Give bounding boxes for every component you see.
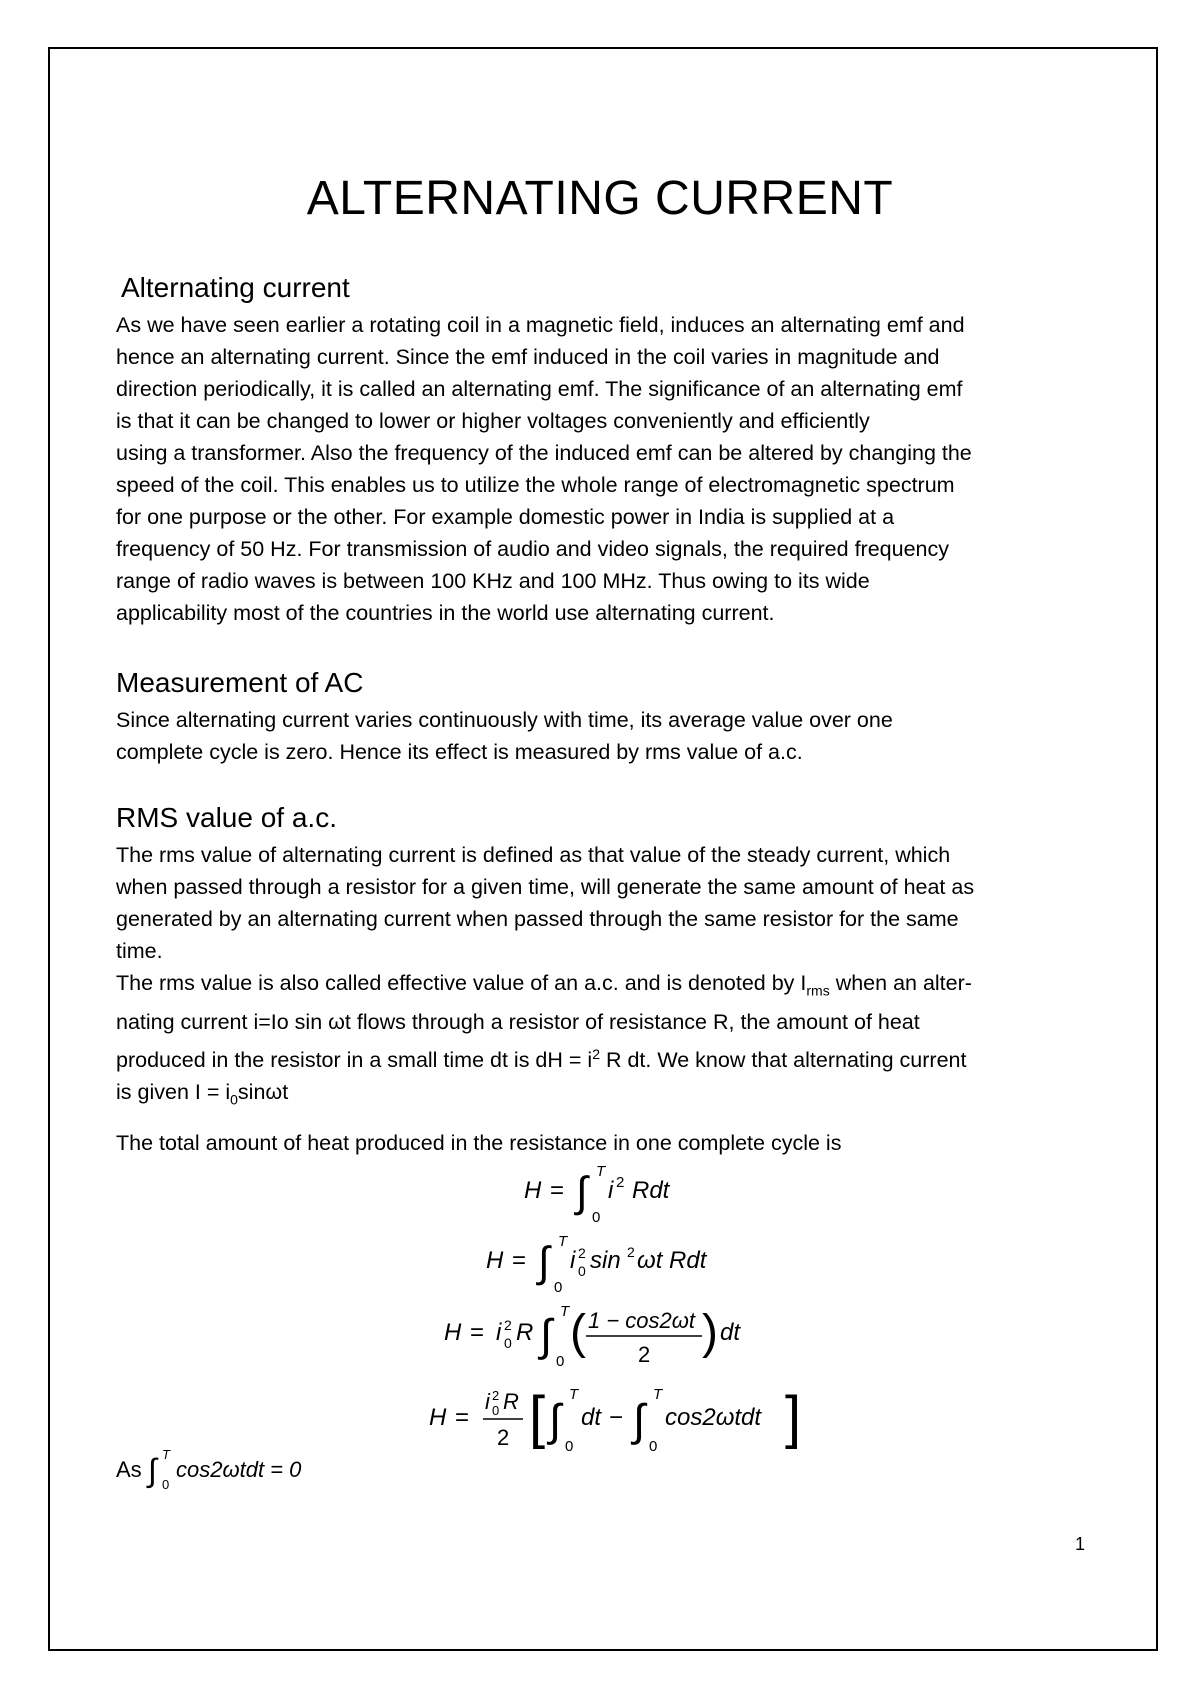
- svg-text:R: R: [516, 1319, 534, 1346]
- svg-text:H: H: [486, 1247, 504, 1274]
- as-integral: [146, 1445, 376, 1495]
- svg-text:T: T: [653, 1386, 663, 1403]
- paragraph-total-heat: [116, 1127, 1096, 1159]
- svg-text:i: i: [496, 1319, 502, 1346]
- equation-4: [425, 1375, 805, 1465]
- svg-text:=: =: [470, 1319, 485, 1346]
- svg-text:∫: ∫: [633, 1396, 646, 1445]
- svg-text:Rdt: Rdt: [632, 1177, 670, 1204]
- svg-text:2: 2: [578, 1245, 586, 1261]
- svg-text:sin: sin: [590, 1247, 621, 1274]
- svg-text:T: T: [569, 1386, 579, 1403]
- page-title: ALTERNATING CURRENT: [306, 172, 894, 225]
- svg-text:i: i: [608, 1177, 614, 1204]
- equation-1: [510, 1160, 710, 1230]
- svg-text:0: 0: [592, 1209, 601, 1226]
- svg-text:T: T: [596, 1163, 606, 1180]
- text-line-given: is given $I = i_0\sin\omega t$: [116, 1080, 289, 1108]
- svg-text:2: 2: [497, 1425, 510, 1450]
- svg-text:T: T: [560, 1303, 570, 1320]
- svg-text:0: 0: [492, 1403, 500, 1418]
- text-line: The total amount of heat produced in the resistance in one complete cycle is: [116, 1131, 842, 1155]
- section-heading-alternating-current: Alternating current: [121, 272, 350, 303]
- page-number: 1: [1075, 1534, 1086, 1554]
- text-line: speed of the coil. This enables us to utilize the whole range of electromagnetic spectrum: [116, 473, 955, 497]
- text-line-heat: produced in the resistor in a small time dt is dH = $i^2$ R dt. We know that alternating current: [116, 1046, 967, 1073]
- paragraph-alternating-current: [116, 309, 1096, 629]
- svg-text:T: T: [162, 1447, 170, 1462]
- text-line: The rms value of alternating current is defined as that value of the steady current, which: [116, 843, 951, 867]
- svg-text:0: 0: [556, 1353, 565, 1370]
- text-line: nating current i=Io sin ωt flows through a resistor of resistance R, the amount of heat: [116, 1010, 920, 1035]
- text-line: hence an alternating current. Since the emf induced in the coil varies in magnitude and: [116, 345, 940, 369]
- section-heading-rms: RMS value of a.c.: [116, 802, 337, 833]
- section-heading-measurement: Measurement of AC: [116, 667, 364, 698]
- svg-text:H: H: [429, 1404, 447, 1431]
- text-line: time.: [116, 939, 163, 963]
- svg-text:2: 2: [504, 1317, 512, 1333]
- svg-text:0: 0: [565, 1438, 574, 1455]
- svg-text:): ): [702, 1306, 718, 1359]
- text-line: applicability most of the countries in the world use alternating current.: [116, 601, 775, 625]
- svg-text:i: i: [485, 1389, 490, 1414]
- paragraph-measurement: [116, 704, 1096, 768]
- svg-text:∫: ∫: [549, 1396, 562, 1445]
- svg-text:∫: ∫: [540, 1311, 553, 1360]
- svg-text:∫: ∫: [576, 1168, 588, 1215]
- equation-2: [480, 1230, 740, 1300]
- svg-text:R: R: [503, 1389, 519, 1414]
- svg-text:ωt Rdt: ωt Rdt: [637, 1247, 707, 1274]
- svg-text:T: T: [558, 1233, 568, 1250]
- text-line: complete cycle is zero. Hence its effect is measured by rms value of a.c.: [116, 740, 803, 764]
- text-line: frequency of 50 Hz. For transmission of audio and video signals, the required frequency: [116, 537, 949, 561]
- svg-text:]: ]: [785, 1385, 802, 1450]
- svg-text:=: =: [512, 1247, 527, 1274]
- svg-text:0: 0: [162, 1477, 170, 1492]
- svg-text:0: 0: [649, 1438, 658, 1455]
- text-line: Since alternating current varies continuously with time, its average value over one: [116, 708, 893, 732]
- text-line: is that it can be changed to lower or higher voltages conveniently and efficiently: [116, 409, 870, 433]
- svg-text:1 − cos2ωt: 1 − cos2ωt: [588, 1308, 696, 1333]
- svg-text:H: H: [444, 1319, 462, 1346]
- text-line: when passed through a resistor for a given time, will generate the same amount of heat as: [116, 875, 975, 899]
- paragraph-rms: [116, 839, 1096, 1116]
- svg-text:i: i: [570, 1247, 576, 1274]
- svg-text:dt: dt: [581, 1404, 602, 1431]
- text-line: direction periodically, it is called an alternating emf. The significance of an alternating emf: [116, 377, 963, 401]
- svg-text:dt: dt: [720, 1319, 741, 1346]
- svg-text:0: 0: [504, 1335, 512, 1351]
- svg-text:cos2ωtdt: cos2ωtdt: [665, 1404, 762, 1431]
- svg-text:2: 2: [627, 1244, 635, 1260]
- equation-3: [440, 1298, 780, 1378]
- text-line: using a transformer. Also the frequency of the induced emf can be altered by changing the: [116, 441, 972, 465]
- svg-text:2: 2: [616, 1174, 625, 1191]
- svg-text:H: H: [524, 1177, 542, 1204]
- text-line: range of radio waves is between 100 KHz and 100 MHz. Thus owing to its wide: [116, 569, 870, 593]
- as-label: As: [116, 1457, 142, 1482]
- text-line: As we have seen earlier a rotating coil in a magnetic field, induces an alternating emf and: [116, 313, 965, 337]
- svg-text:∫: ∫: [148, 1452, 157, 1488]
- as-expression: cos2ωtdt = 0: [176, 1457, 302, 1482]
- svg-text:2: 2: [638, 1342, 651, 1367]
- text-line-rms: The rms value is also called effective value of an a.c. and is denoted by $I_{rms}$ when an alter-: [116, 971, 972, 999]
- svg-text:(: (: [570, 1306, 586, 1359]
- svg-text:=: =: [455, 1404, 470, 1431]
- text-line: generated by an alternating current when passed through the same resistor for the same: [116, 907, 959, 931]
- svg-text:−: −: [609, 1404, 624, 1431]
- text-line: for one purpose or the other. For example domestic power in India is supplied at a: [116, 505, 895, 529]
- svg-text:∫: ∫: [538, 1238, 550, 1285]
- svg-text:[: [: [529, 1385, 546, 1450]
- svg-text:=: =: [550, 1177, 565, 1204]
- svg-text:0: 0: [578, 1263, 586, 1279]
- svg-text:2: 2: [492, 1388, 500, 1403]
- svg-text:0: 0: [554, 1279, 563, 1296]
